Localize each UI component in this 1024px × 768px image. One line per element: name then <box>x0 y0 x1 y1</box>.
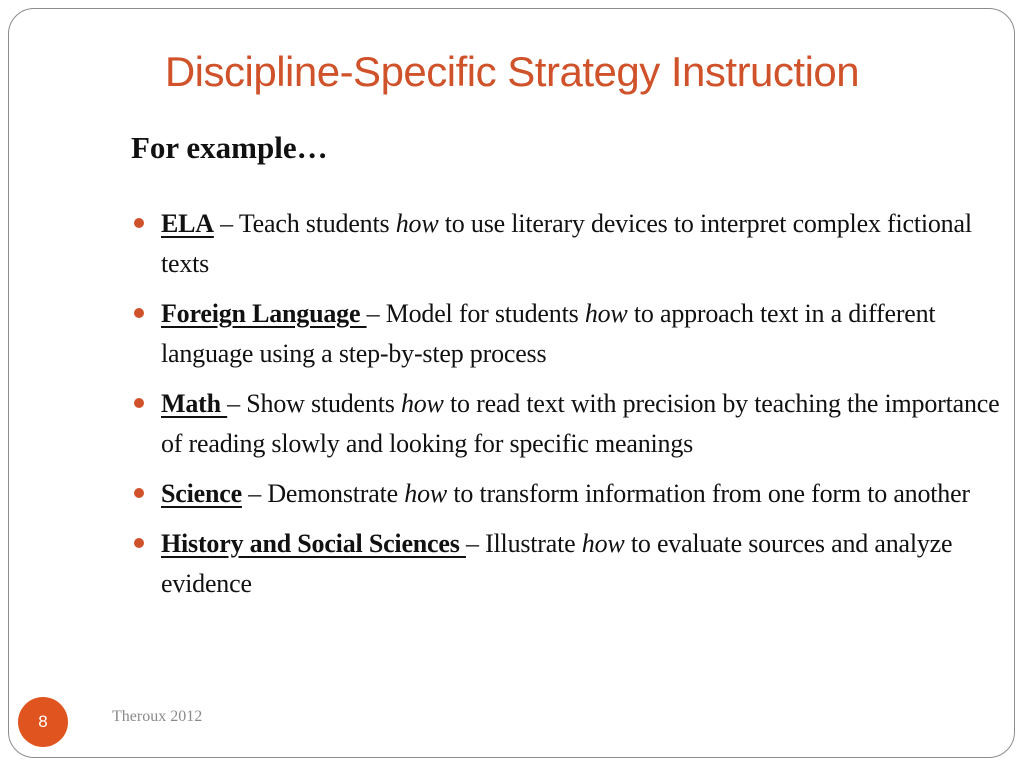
bullet-text-pre: Teach students <box>238 209 396 238</box>
bullet-item-science <box>131 474 1001 514</box>
bullet-term: History and Social Sciences <box>161 529 466 558</box>
bullet-item-history-social-sciences <box>131 524 1001 604</box>
bullet-separator: – <box>366 299 386 328</box>
bullet-separator: – <box>241 479 268 508</box>
bullet-separator: – <box>213 209 239 238</box>
page-number-badge: 8 <box>18 697 68 747</box>
bullet-term: Math <box>161 389 228 418</box>
bullet-emphasis: how <box>581 529 625 558</box>
bullet-text-post: to use literary devices to interpret complex fictional texts <box>161 209 972 278</box>
bullet-emphasis: how <box>404 479 448 508</box>
bullet-term: Foreign Language <box>161 299 367 328</box>
bullet-text-pre: Model for students <box>385 299 585 328</box>
bullet-item-math <box>131 384 1001 464</box>
bullet-dot-icon <box>134 538 144 548</box>
slide-subtitle: For example… <box>131 130 328 165</box>
bullet-separator: – <box>227 389 247 418</box>
bullet-term: ELA <box>161 209 214 238</box>
bullet-dot-icon <box>134 488 144 498</box>
bullet-text-pre: Show students <box>246 389 401 418</box>
bullet-text-post: to evaluate sources and analyze evidence <box>161 529 953 598</box>
bullet-text-post: to read text with precision by teaching the importance of reading slowly and looking for specific meanings <box>161 389 1000 458</box>
footer-citation: Theroux 2012 <box>112 708 203 725</box>
bullet-dot-icon <box>134 398 144 408</box>
bullet-emphasis: how <box>395 209 439 238</box>
bullet-dot-icon <box>134 218 144 228</box>
bullet-text-post: to approach text in a different language using a step-by-step process <box>161 299 936 368</box>
bullet-dot-icon <box>134 308 144 318</box>
bullet-item-ela <box>131 204 1001 284</box>
slide-title: Discipline-Specific Strategy Instruction <box>164 48 860 95</box>
bullet-emphasis: how <box>400 389 444 418</box>
bullet-list <box>131 204 1001 614</box>
bullet-text-pre: Illustrate <box>485 529 582 558</box>
bullet-text-post: to transform information from one form to another <box>447 479 970 508</box>
bullet-term: Science <box>161 479 242 508</box>
bullet-separator: – <box>465 529 486 558</box>
bullet-emphasis: how <box>584 299 628 328</box>
bullet-item-foreign-language <box>131 294 1001 374</box>
bullet-text-pre: Demonstrate <box>267 479 405 508</box>
